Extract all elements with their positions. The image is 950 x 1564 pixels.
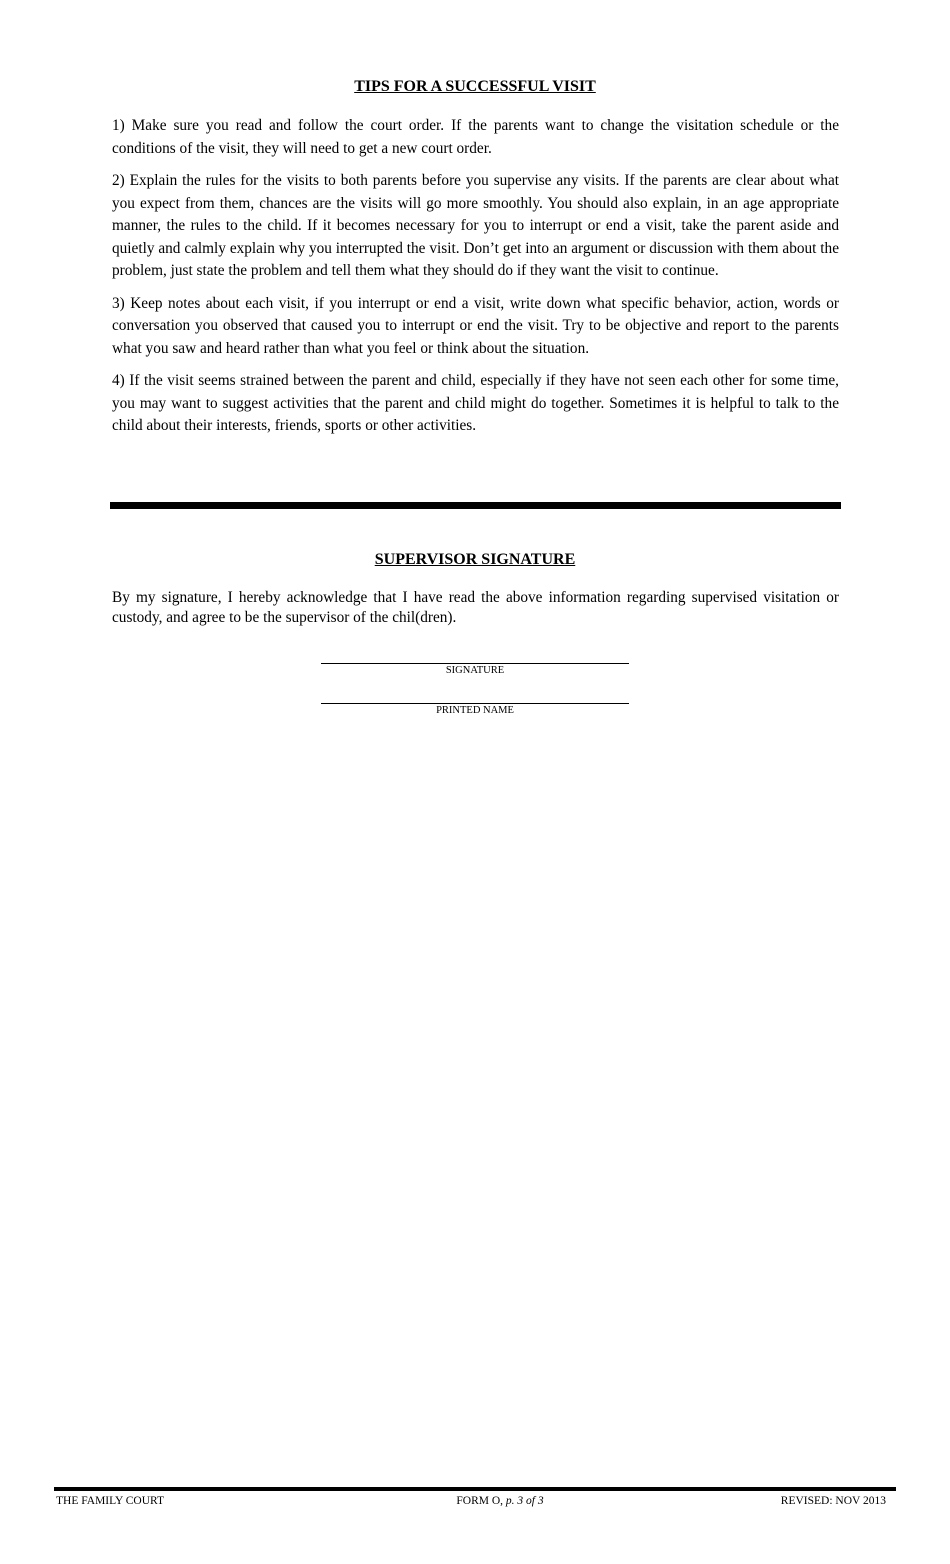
tip-item-1: 1) Make sure you read and follow the court order. If the parents want to change the visitation schedule or the conditions of the visit, they will need to get a new court order. (112, 117, 839, 157)
footer-court-name: THE FAMILY COURT (56, 1495, 165, 1507)
tips-heading: TIPS FOR A SUCCESSFUL VISIT (354, 78, 596, 95)
footer-revised-date: REVISED: NOV 2013 (780, 1495, 886, 1507)
signature-line[interactable] (321, 663, 629, 664)
signature-label: SIGNATURE (445, 665, 505, 676)
printed-name-line[interactable] (321, 703, 629, 704)
tips-list (112, 115, 839, 448)
section-divider (110, 502, 841, 509)
footer-form-label: FORM O, (456, 1495, 504, 1507)
supervisor-signature-heading: SUPERVISOR SIGNATURE (374, 551, 576, 568)
footer-rule (54, 1487, 896, 1491)
acknowledgement-text: By my signature, I hereby acknowledge that I have read the above information regarding supervised visitation or custody, and agree to be the supervisor of the chil(dren). (112, 589, 839, 626)
tip-item-3: 3) Keep notes about each visit, if you interrupt or end a visit, write down what specific behavior, action, words or conversation you observed that caused you to interrupt or end the visit. Try to be objective and report to the parents what you saw and heard rather than what you feel or think about the situation. (112, 294, 839, 357)
printed-name-label: PRINTED NAME (436, 705, 514, 716)
footer-page-number: p. 3 of 3 (505, 1495, 544, 1507)
tip-item-2: 2) Explain the rules for the visits to both parents before you supervise any visits. If the parents are clear about what you expect from them, chances are the visits will go more smoothly. You should also explain, in an age appropriate manner, the rules to the child. If it becomes necessary for you to interrupt or end a visit, take the parent aside and quietly and calmly explain why you interrupted the visit. Don’t get into an argument or discussion with them about the problem, just state the problem and tell them what they should do if they want the visit to continue. (112, 172, 839, 279)
tip-item-4: 4) If the visit seems strained between the parent and child, especially if they have not seen each other for some time, you may want to suggest activities that the parent and child might do together. Sometimes it is helpful to talk to the child about their interests, friends, sports or other activities. (112, 372, 839, 434)
